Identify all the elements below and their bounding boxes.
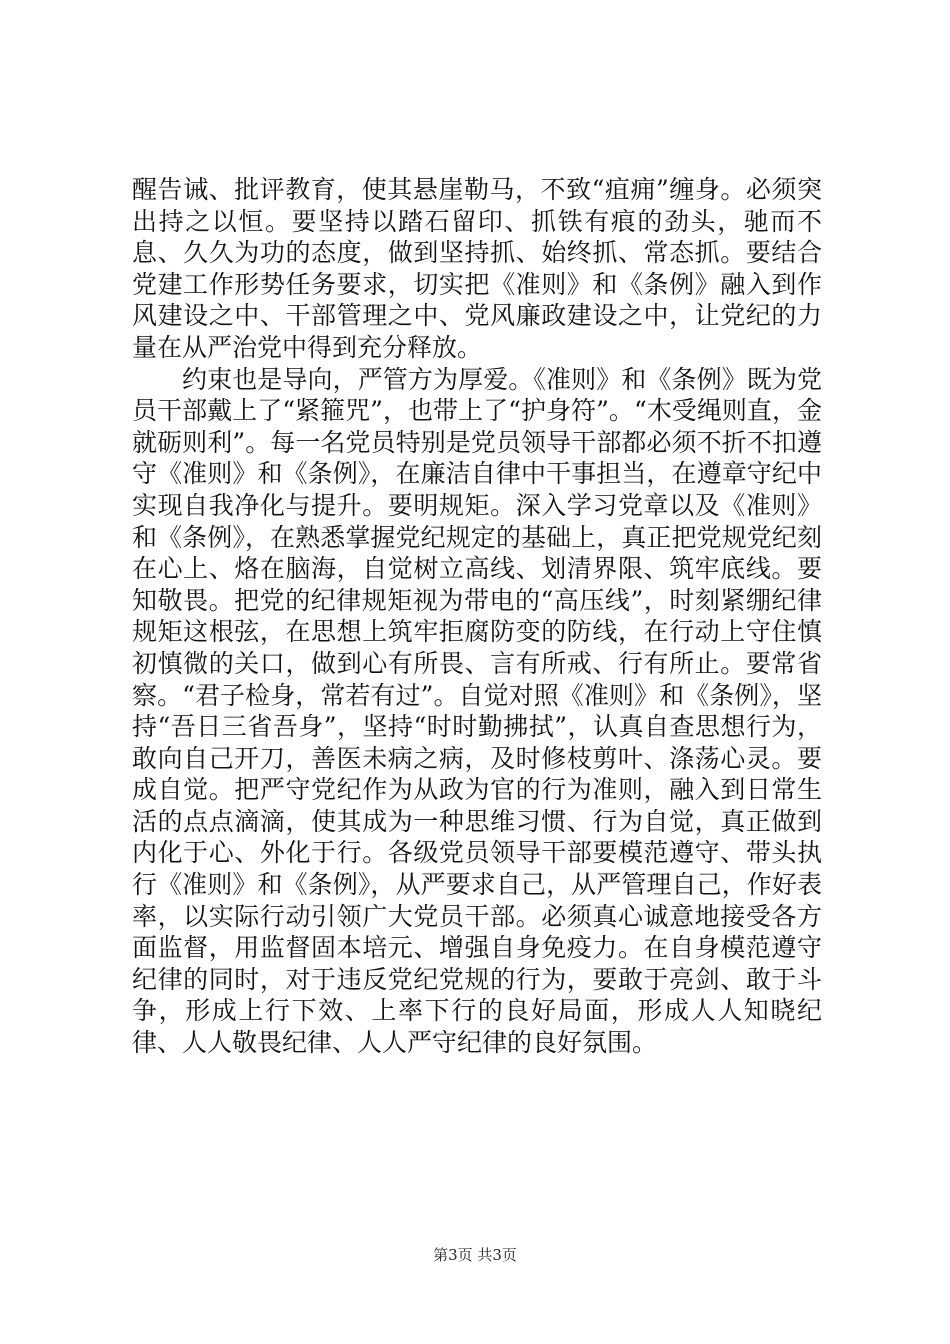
document-body	[132, 174, 822, 1059]
paragraph-discipline-guidance: 约束也是导向，严管方为厚爱。《准则》和《条例》既为党员干部戴上了“紧箍咒”，也带上了“护身符”。“木受绳则直，金就砺则利”。每一名党员特别是党员领导干部都必须不折不扣遵守《准则》和《条例》，在廉洁自律中干事担当，在遵章守纪中实现自我净化与提升。要明规矩。深入学习党章以及《准则》和《条例》，在熟悉掌握党纪规定的基础上，真正把党规党纪刻在心上、烙在脑海，自觉树立高线、划清界限、筑牢底线。要知敬畏。把党的纪律规矩视为带电的“高压线”，时刻紧绷纪律规矩这根弦，在思想上筑牢拒腐防变的防线，在行动上守住慎初慎微的关口，做到心有所畏、言有所戒、行有所止。要常省察。“君子检身，常若有过”。自觉对照《准则》和《条例》，坚持“吾日三省吾身”，坚持“时时勤拂拭”，认真自查思想行为，敢向自己开刀，善医未病之病，及时修枝剪叶、涤荡心灵。要成自觉。把严守党纪作为从政为官的行为准则，融入到日常生活的点点滴滴，使其成为一种思维习惯、行为自觉，真正做到内化于心、外化于行。各级党员领导干部要模范遵守、带头执行《准则》和《条例》，从严要求自己，从严管理自己，作好表率，以实际行动引领广大党员干部。必须真心诚意地接受各方面监督，用监督固本培元、增强自身免疫力。在自身模范遵守纪律的同时，对于违反党纪党规的行为，要敢于亮剑、敢于斗争，形成上行下效、上率下行的良好局面，形成人人知晓纪律、人人敬畏纪律、人人严守纪律的良好氛围。	[132, 364, 822, 1058]
page-number-footer: 第3页 共3页	[433, 1246, 517, 1264]
paragraph-continued: 醒告诫、批评教育，使其悬崖勒马，不致“疽痈”缠身。必须突出持之以恒。要坚持以踏石留印、抓铁有痕的劲头，驰而不息、久久为功的态度，做到坚持抓、始终抓、常态抓。要结合党建工作形势任务要求，切实把《准则》和《条例》融入到作风建设之中、干部管理之中、党风廉政建设之中，让党纪的力量在从严治党中得到充分释放。	[132, 175, 822, 362]
